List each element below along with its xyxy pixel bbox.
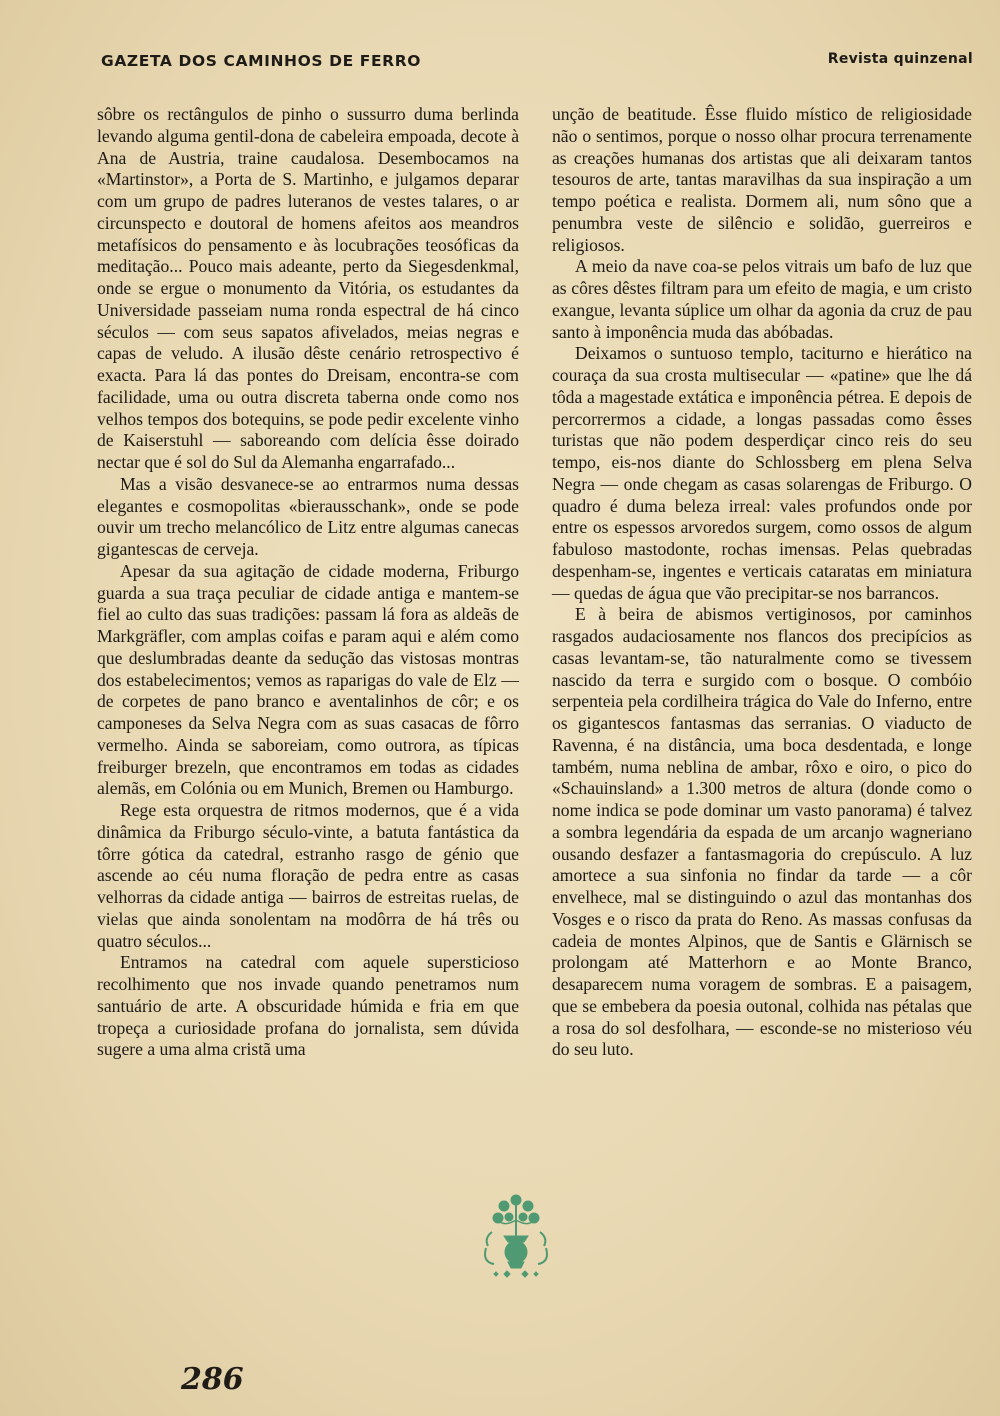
right-paragraph-1: unção de beatitude. Êsse fluido místico de religiosidade não o sentimos, porque o nosso olhar procura terrenamente as creações humanas dos artistas que ali deixaram tantos tesouros de arte, tantas maravilhas da sua inspiração a um tempo poética e realista. Dormem ali, num sôno que a penumbra veste de silêncio e solidão, guerreiros e religiosos.	[552, 104, 972, 255]
page-number: 286	[181, 1362, 244, 1397]
right-paragraph-3: Deixamos o suntuoso templo, taciturno e hierático na couraça da sua crosta multisecular — «patine» que lhe dá tôda a magestade extática e imponência pétrea. E depois de percorrermos a cidade, a longas passadas como êsses turistas que não podem desperdiçar cinco reis do seu tempo, eis-nos diante do Schlossberg em plena Selva Negra — onde chegam as casas solarengas de Friburgo. O quadro é duma beleza irreal: vales profundos onde por entre os espessos arvoredos surgem, como ossos de algum fabuloso mastodonte, rochas imensas. Pelas quebradas despenham-se, ingentes e verticais cataratas em miniatura — quedas de água que vão precipitar-se nos barrancos.	[552, 343, 972, 603]
left-paragraph-1: sôbre os rectângulos de pinho o sussurro duma berlinda levando alguma gentil-dona de cabeleira empoada, decote à Ana de Austria, traine caudalosa. Desembocamos na «Martinstor», a Porta de S. Martinho, e julgamos deparar com um grupo de padres luteranos de vestes talares, o ar circunspecto e doutoral de homens afeitos aos meandros metafísicos do pensamento e às locubrações teosóficas da meditação... Pouco mais adeante, perto da Siegesdenkmal, onde se ergue o monumento da Vitória, os estudantes da Universidade passeiam numa ronda espectral de há cinco séculos — com seus sapatos afivelados, meias negras e capas de veludo. A ilusão dêste cenário retrospectivo é exacta. Para lá das pontes do Dreisam, encontra-se com facilidade, uma ou outra discreta taberna onde como nos velhos tempos dos botequins, se pode pedir excelente vinho de Kaiserstuhl — saboreando com delícia êsse doirado nectar que é sol do Sul da Alemanha engarrafado...	[97, 104, 519, 472]
left-paragraph-5: Entramos na catedral com aquele supersticioso recolhimento que nos invade quando penetramos num santuário de arte. A obscuridade húmida e fria em que tropeça a curiosidade profana do jornalista, sem dúvida sugere a uma alma cristã uma	[97, 952, 519, 1060]
left-paragraph-3: Apesar da sua agitação de cidade moderna, Friburgo guarda a sua traça peculiar de cidade antiga e mantem-se fiel ao culto das suas tradições: passam lá fora as aldeãs de Markgräfler, com amplas coifas e param aqui e além como que deslumbradas deante da sedução das vistosas montras dos estabelecimentos; vemos as raparigas do vale de Elz — de corpetes de pano branco e aventalinhos de côr; e os camponeses da Selva Negra com as suas casacas de fôrro vermelho. Ainda se saboreiam, como outrora, as típicas freiburger brezeln, que encontramos em todas as cidades alemãs, em Colónia ou em Munich, Bremen ou Hamburgo.	[97, 560, 519, 799]
right-paragraph-4: E à beira de abismos vertiginosos, por caminhos rasgados audaciosamente nos flancos dos precipícios as casas levantam-se, tão naturalmente como se tivessem nascido da terra e surgido com o bosque. O combóio serpenteia pela cordilheira trágica do Vale do Inferno, entre os gigantescos fantasmas das serranias. O viaducto de Ravenna, é na distância, uma boca desdentada, e longe também, numa neblina de ambar, rôxo e oiro, o pico do «Schauinsland» a 1.300 metros de altura (donde como o nome indica se pode dominar um vasto panorama) é talvez a sombra legendária da espada de um arcanjo wagneriano ousando desfazer a fantasmagoria do crepúsculo. A luz amortece a sua sinfonia no findar da tarde — a côr envelhece, mal se distinguindo o azul das montanhas dos Vosges e o risco da prata do Reno. As massas confusas da cadeia de montes Alpinos, que de Santis e Glärnisch se prolongam até Matterhorn e ao Monte Branco, desaparecem numa voragem de sombras. E a paisagem, que se embebera da poesia outonal, colhida nas pétalas que a rosa do sol desfolhara, — esconde-se no misterioso véu do seu luto.	[552, 604, 972, 1060]
right-paragraph-2: A meio da nave coa-se pelos vitrais um bafo de luz que as côres dêstes filtram para um efeito de magia, e um cristo exangue, levanta súplice um olhar da agonia da cruz de pau santo à imponência muda das abóbadas.	[552, 256, 972, 342]
right-column	[552, 104, 972, 1061]
left-paragraph-4: Rege esta orquestra de ritmos modernos, que é a vida dinâmica da Friburgo século-vinte, a batuta fantástica da tôrre gótica da catedral, estranho rasgo de génio que ascende ao céu numa floração de pedra entre as casas velhorras da cidade antiga — bairros de estreitas ruelas, de vielas que ainda sonolentam na modôrra de há três ou quatro séculos...	[97, 800, 519, 951]
left-column	[97, 104, 519, 1061]
section-label: Revista quinzenal	[827, 51, 973, 67]
left-paragraph-2: Mas a visão desvanece-se ao entrarmos numa dessas elegantes e cosmopolitas «bierausschank», onde se pode ouvir um trecho melancólico de Litz entre algumas canecas gigantescas de cerveja.	[97, 473, 519, 559]
floral-vase-ornament-icon	[478, 1190, 554, 1280]
magazine-title: GAZETA DOS CAMINHOS DE FERRO	[101, 52, 422, 70]
